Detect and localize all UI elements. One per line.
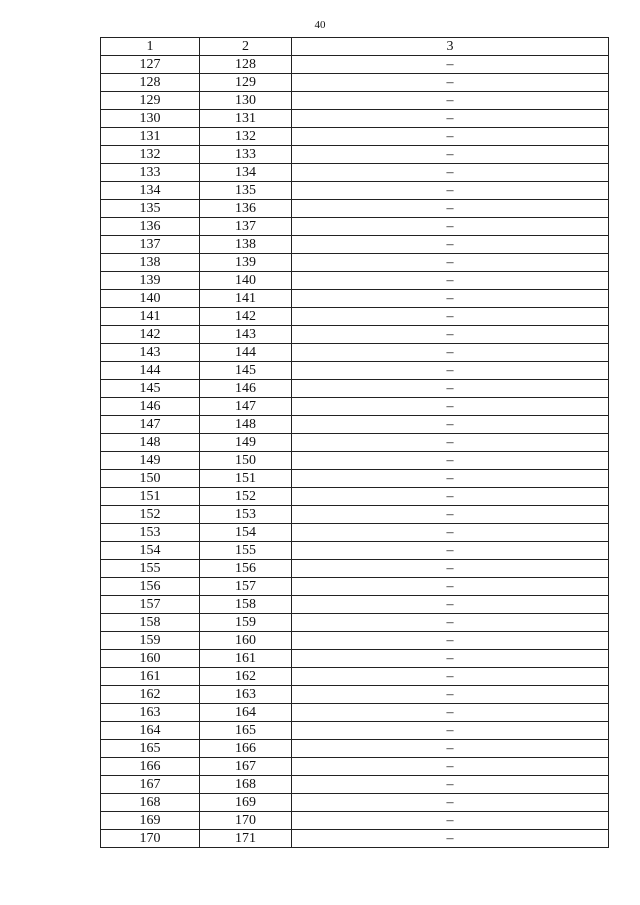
table-cell-col-2: 128 <box>200 56 292 74</box>
table-cell-col-3: – <box>292 74 609 92</box>
table-row <box>101 290 609 308</box>
table-cell-col-1: 158 <box>101 614 200 632</box>
table-cell-col-1: 150 <box>101 470 200 488</box>
table-cell-col-3: – <box>292 542 609 560</box>
table-cell-col-1: 146 <box>101 398 200 416</box>
table-row <box>101 758 609 776</box>
table-cell-col-3: – <box>292 128 609 146</box>
table-row <box>101 812 609 830</box>
table-cell-col-1: 147 <box>101 416 200 434</box>
table-row <box>101 722 609 740</box>
table-cell-col-3: – <box>292 596 609 614</box>
table-row <box>101 236 609 254</box>
table-cell-col-3: – <box>292 92 609 110</box>
table-cell-col-1: 160 <box>101 650 200 668</box>
table-cell-col-3: – <box>292 146 609 164</box>
table-cell-col-3: – <box>292 578 609 596</box>
table-cell-col-3: – <box>292 470 609 488</box>
table-row <box>101 56 609 74</box>
table-cell-col-1: 156 <box>101 578 200 596</box>
table-cell-col-3: – <box>292 614 609 632</box>
table-cell-col-1: 144 <box>101 362 200 380</box>
table-row <box>101 776 609 794</box>
table-cell-col-2: 142 <box>200 308 292 326</box>
table-cell-col-2: 153 <box>200 506 292 524</box>
table-row <box>101 632 609 650</box>
table-cell-col-3: – <box>292 434 609 452</box>
table-cell-col-1: 142 <box>101 326 200 344</box>
table-cell-col-3: – <box>292 236 609 254</box>
table-cell-col-1: 133 <box>101 164 200 182</box>
table-cell-col-1: 169 <box>101 812 200 830</box>
table-row <box>101 686 609 704</box>
table-row <box>101 452 609 470</box>
table-cell-col-1: 159 <box>101 632 200 650</box>
table-cell-col-1: 135 <box>101 200 200 218</box>
table-cell-col-2: 129 <box>200 74 292 92</box>
table-cell-col-2: 155 <box>200 542 292 560</box>
table-cell-col-2: 162 <box>200 668 292 686</box>
table-cell-col-1: 152 <box>101 506 200 524</box>
table-cell-col-1: 151 <box>101 488 200 506</box>
table-cell-col-1: 127 <box>101 56 200 74</box>
table-cell-col-3: – <box>292 794 609 812</box>
table-cell-col-2: 143 <box>200 326 292 344</box>
table-row <box>101 830 609 848</box>
table-row <box>101 92 609 110</box>
table-row <box>101 308 609 326</box>
table-cell-col-1: 153 <box>101 524 200 542</box>
page-number: 40 <box>314 19 326 31</box>
table-row <box>101 470 609 488</box>
table-row <box>101 416 609 434</box>
table-row <box>101 398 609 416</box>
table-row <box>101 182 609 200</box>
table-cell-col-2: 159 <box>200 614 292 632</box>
table-cell-col-1: 157 <box>101 596 200 614</box>
table-cell-col-2: 138 <box>200 236 292 254</box>
table-cell-col-3: – <box>292 704 609 722</box>
table-cell-col-1: 163 <box>101 704 200 722</box>
table-cell-col-3: – <box>292 776 609 794</box>
table-row <box>101 164 609 182</box>
table-cell-col-2: 170 <box>200 812 292 830</box>
table-cell-col-2: 154 <box>200 524 292 542</box>
table-cell-col-3: – <box>292 560 609 578</box>
table-cell-col-3: – <box>292 668 609 686</box>
table-cell-col-3: – <box>292 56 609 74</box>
table-cell-col-3: – <box>292 686 609 704</box>
table-row <box>101 704 609 722</box>
table-cell-col-3: – <box>292 650 609 668</box>
table-cell-col-2: 152 <box>200 488 292 506</box>
column-header-3: 3 <box>292 38 609 56</box>
table-cell-col-2: 132 <box>200 128 292 146</box>
table-cell-col-3: – <box>292 722 609 740</box>
table-cell-col-2: 137 <box>200 218 292 236</box>
table-row <box>101 524 609 542</box>
table-cell-col-2: 156 <box>200 560 292 578</box>
table-cell-col-2: 147 <box>200 398 292 416</box>
table-row <box>101 254 609 272</box>
table-cell-col-2: 148 <box>200 416 292 434</box>
table-cell-col-3: – <box>292 200 609 218</box>
table-row <box>101 650 609 668</box>
table-cell-col-2: 160 <box>200 632 292 650</box>
table-row <box>101 740 609 758</box>
table-cell-col-1: 129 <box>101 92 200 110</box>
table-row <box>101 344 609 362</box>
table-cell-col-2: 161 <box>200 650 292 668</box>
table-row <box>101 326 609 344</box>
table-cell-col-3: – <box>292 308 609 326</box>
table-row <box>101 272 609 290</box>
table-body <box>101 56 609 848</box>
table-row <box>101 794 609 812</box>
table-cell-col-2: 130 <box>200 92 292 110</box>
table-cell-col-3: – <box>292 524 609 542</box>
table-row <box>101 668 609 686</box>
table-cell-col-2: 141 <box>200 290 292 308</box>
table-cell-col-3: – <box>292 362 609 380</box>
table-cell-col-3: – <box>292 182 609 200</box>
table-cell-col-1: 139 <box>101 272 200 290</box>
table-cell-col-1: 136 <box>101 218 200 236</box>
table-cell-col-2: 131 <box>200 110 292 128</box>
table-row <box>101 506 609 524</box>
table-row <box>101 380 609 398</box>
table-cell-col-2: 145 <box>200 362 292 380</box>
table-row <box>101 218 609 236</box>
table-cell-col-2: 146 <box>200 380 292 398</box>
table-cell-col-2: 134 <box>200 164 292 182</box>
table-row <box>101 128 609 146</box>
table-cell-col-1: 141 <box>101 308 200 326</box>
table-cell-col-3: – <box>292 380 609 398</box>
table-cell-col-3: – <box>292 164 609 182</box>
table-cell-col-3: – <box>292 416 609 434</box>
table-cell-col-3: – <box>292 272 609 290</box>
table-cell-col-1: 168 <box>101 794 200 812</box>
table-cell-col-1: 145 <box>101 380 200 398</box>
table-row <box>101 74 609 92</box>
table-cell-col-3: – <box>292 830 609 848</box>
table-row <box>101 578 609 596</box>
table-cell-col-1: 131 <box>101 128 200 146</box>
table-cell-col-3: – <box>292 758 609 776</box>
table-cell-col-3: – <box>292 488 609 506</box>
table-cell-col-3: – <box>292 812 609 830</box>
table-cell-col-2: 168 <box>200 776 292 794</box>
table-cell-col-1: 137 <box>101 236 200 254</box>
table-cell-col-3: – <box>292 110 609 128</box>
table-cell-col-1: 148 <box>101 434 200 452</box>
column-header-1: 1 <box>101 38 200 56</box>
table-cell-col-3: – <box>292 398 609 416</box>
table-cell-col-3: – <box>292 254 609 272</box>
table-cell-col-1: 149 <box>101 452 200 470</box>
table-cell-col-3: – <box>292 290 609 308</box>
table-cell-col-1: 140 <box>101 290 200 308</box>
table-cell-col-1: 167 <box>101 776 200 794</box>
table-cell-col-1: 134 <box>101 182 200 200</box>
table-cell-col-2: 135 <box>200 182 292 200</box>
table-row <box>101 614 609 632</box>
table-row <box>101 110 609 128</box>
table-cell-col-1: 164 <box>101 722 200 740</box>
table-cell-col-1: 138 <box>101 254 200 272</box>
table-cell-col-3: – <box>292 632 609 650</box>
table-cell-col-1: 166 <box>101 758 200 776</box>
table-cell-col-2: 167 <box>200 758 292 776</box>
table-cell-col-2: 163 <box>200 686 292 704</box>
table-row <box>101 542 609 560</box>
table-row <box>101 560 609 578</box>
table-cell-col-2: 165 <box>200 722 292 740</box>
table-cell-col-1: 143 <box>101 344 200 362</box>
table-row <box>101 488 609 506</box>
table-cell-col-2: 151 <box>200 470 292 488</box>
table-cell-col-3: – <box>292 344 609 362</box>
header-row <box>101 38 609 56</box>
table-cell-col-1: 162 <box>101 686 200 704</box>
table-cell-col-2: 149 <box>200 434 292 452</box>
table-cell-col-2: 140 <box>200 272 292 290</box>
table-cell-col-1: 154 <box>101 542 200 560</box>
table-cell-col-1: 132 <box>101 146 200 164</box>
table-cell-col-1: 130 <box>101 110 200 128</box>
data-table <box>100 37 609 848</box>
table-cell-col-1: 170 <box>101 830 200 848</box>
table-row <box>101 362 609 380</box>
table-cell-col-1: 155 <box>101 560 200 578</box>
table-row <box>101 146 609 164</box>
table-cell-col-2: 139 <box>200 254 292 272</box>
table-cell-col-2: 158 <box>200 596 292 614</box>
table-cell-col-3: – <box>292 506 609 524</box>
table-cell-col-3: – <box>292 740 609 758</box>
table-cell-col-2: 133 <box>200 146 292 164</box>
table-cell-col-3: – <box>292 452 609 470</box>
table-cell-col-2: 144 <box>200 344 292 362</box>
table-cell-col-1: 165 <box>101 740 200 758</box>
table-cell-col-1: 128 <box>101 74 200 92</box>
table-row <box>101 596 609 614</box>
table-cell-col-2: 136 <box>200 200 292 218</box>
table-row <box>101 200 609 218</box>
table-cell-col-3: – <box>292 218 609 236</box>
table-cell-col-2: 166 <box>200 740 292 758</box>
table-cell-col-2: 150 <box>200 452 292 470</box>
table-cell-col-3: – <box>292 326 609 344</box>
table-cell-col-1: 161 <box>101 668 200 686</box>
column-header-2: 2 <box>200 38 292 56</box>
table-cell-col-2: 157 <box>200 578 292 596</box>
table-row <box>101 434 609 452</box>
table-cell-col-2: 164 <box>200 704 292 722</box>
table-cell-col-2: 169 <box>200 794 292 812</box>
table-cell-col-2: 171 <box>200 830 292 848</box>
